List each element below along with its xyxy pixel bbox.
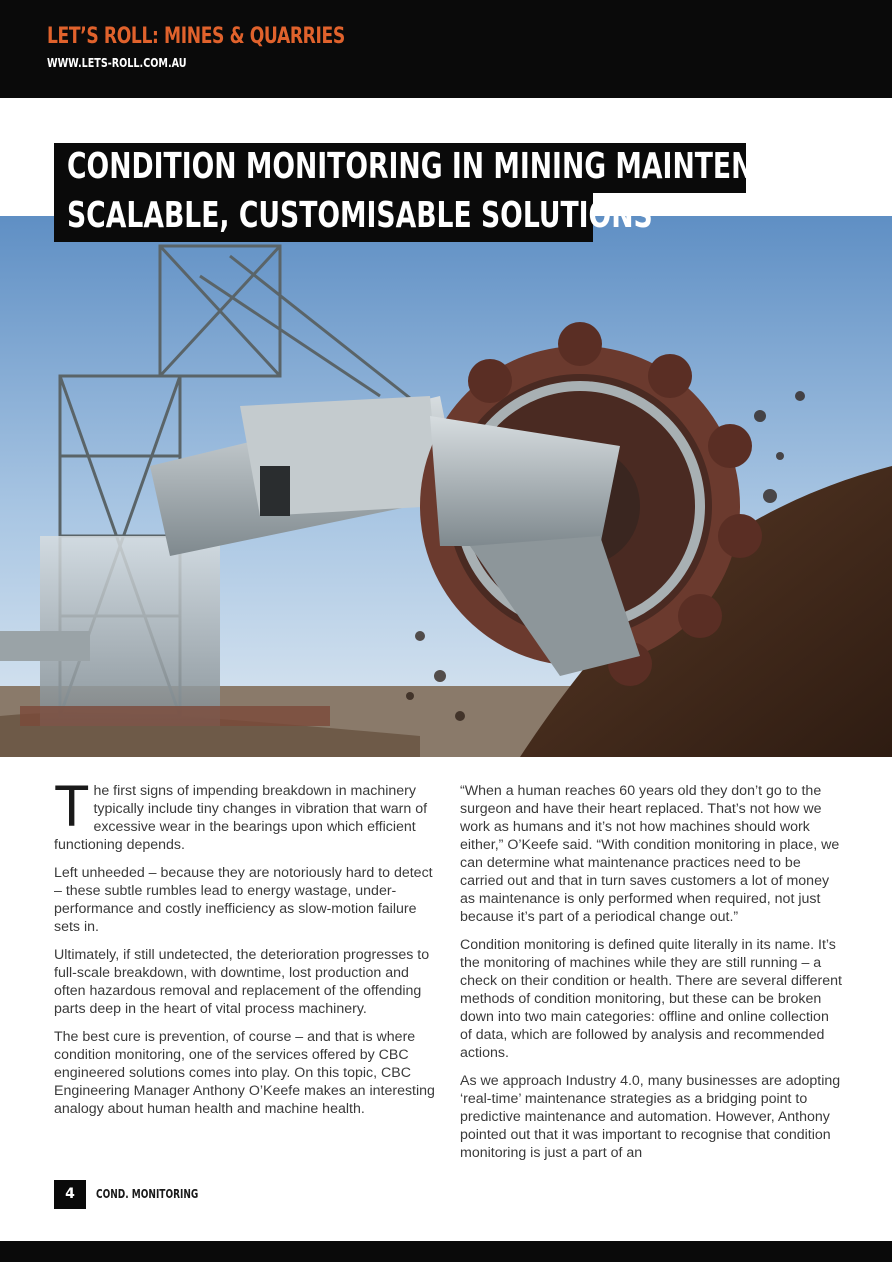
article-column-left <box>54 774 436 1128</box>
paragraph: “When a human reaches 60 years old they don’t go to the surgeon and have their heart replaced. That’s not how we work as humans and it’s not how machines should work either,” O’Keefe said. “With condition monitoring in place, we can determine what maintenance practices need to be carried out and that in turn saves customers a lot of money as maintenance is only performed when required, not just because it’s part of a periodical change out.” <box>460 783 840 925</box>
paragraph: Condition monitoring is defined quite literally in its name. It’s the monitoring of machines while they are still running – a check on their condition or health. There are several different methods of condition monitoring, but these can be broken down into two main categories: offline and online collection of data, which are followed by analysis and recommended actions. <box>460 937 842 1061</box>
magazine-url[interactable]: WWW.LETS-ROLL.COM.AU <box>47 56 187 70</box>
page-number: 4 <box>54 1180 86 1209</box>
paragraph: The best cure is prevention, of course – and that is where condition monitoring, one of the services offered by CBC engineered solutions comes into play. On this topic, CBC Engineering Manager Anthony O’Keefe makes an interesting analogy about human health and machine health. <box>54 1029 435 1117</box>
paragraph: Ultimately, if still undetected, the deterioration progresses to full-scale breakdown, with downtime, lost production and often hazardous removal and replacement of the offending parts deep in the heart of vital process machinery. <box>54 947 430 1017</box>
magazine-title: LET’S ROLL: MINES & QUARRIES <box>47 24 345 49</box>
page-header <box>0 0 892 98</box>
bottom-bar <box>0 1241 892 1262</box>
paragraph: Left unheeded – because they are notoriously hard to detect – these subtle rumbles lead to energy wastage, under-performance and costly inefficiency as slow-motion failure sets in. <box>54 865 433 935</box>
drop-cap: T <box>54 774 90 839</box>
paragraph: The first signs of impending breakdown in machinery typically include tiny changes in vibration that warn of excessive wear in the bearings upon which efficient functioning depends. <box>54 774 428 853</box>
hero-image-bucket-wheel-excavator <box>0 216 892 757</box>
article-title-line-1: CONDITION MONITORING IN MINING MAINTENANCE: <box>54 143 746 193</box>
paragraph: As we approach Industry 4.0, many businesses are adopting ‘real-time’ maintenance strategies as a bridging point to predictive maintenance and automation. However, Anthony pointed out that it was important to recognise that condition monitoring is just a part of an <box>460 1073 841 1161</box>
article-column-right <box>460 782 844 1172</box>
article-title-line-2: SCALABLE, CUSTOMISABLE SOLUTIONS <box>54 192 593 242</box>
section-label: COND. MONITORING <box>96 1187 199 1201</box>
